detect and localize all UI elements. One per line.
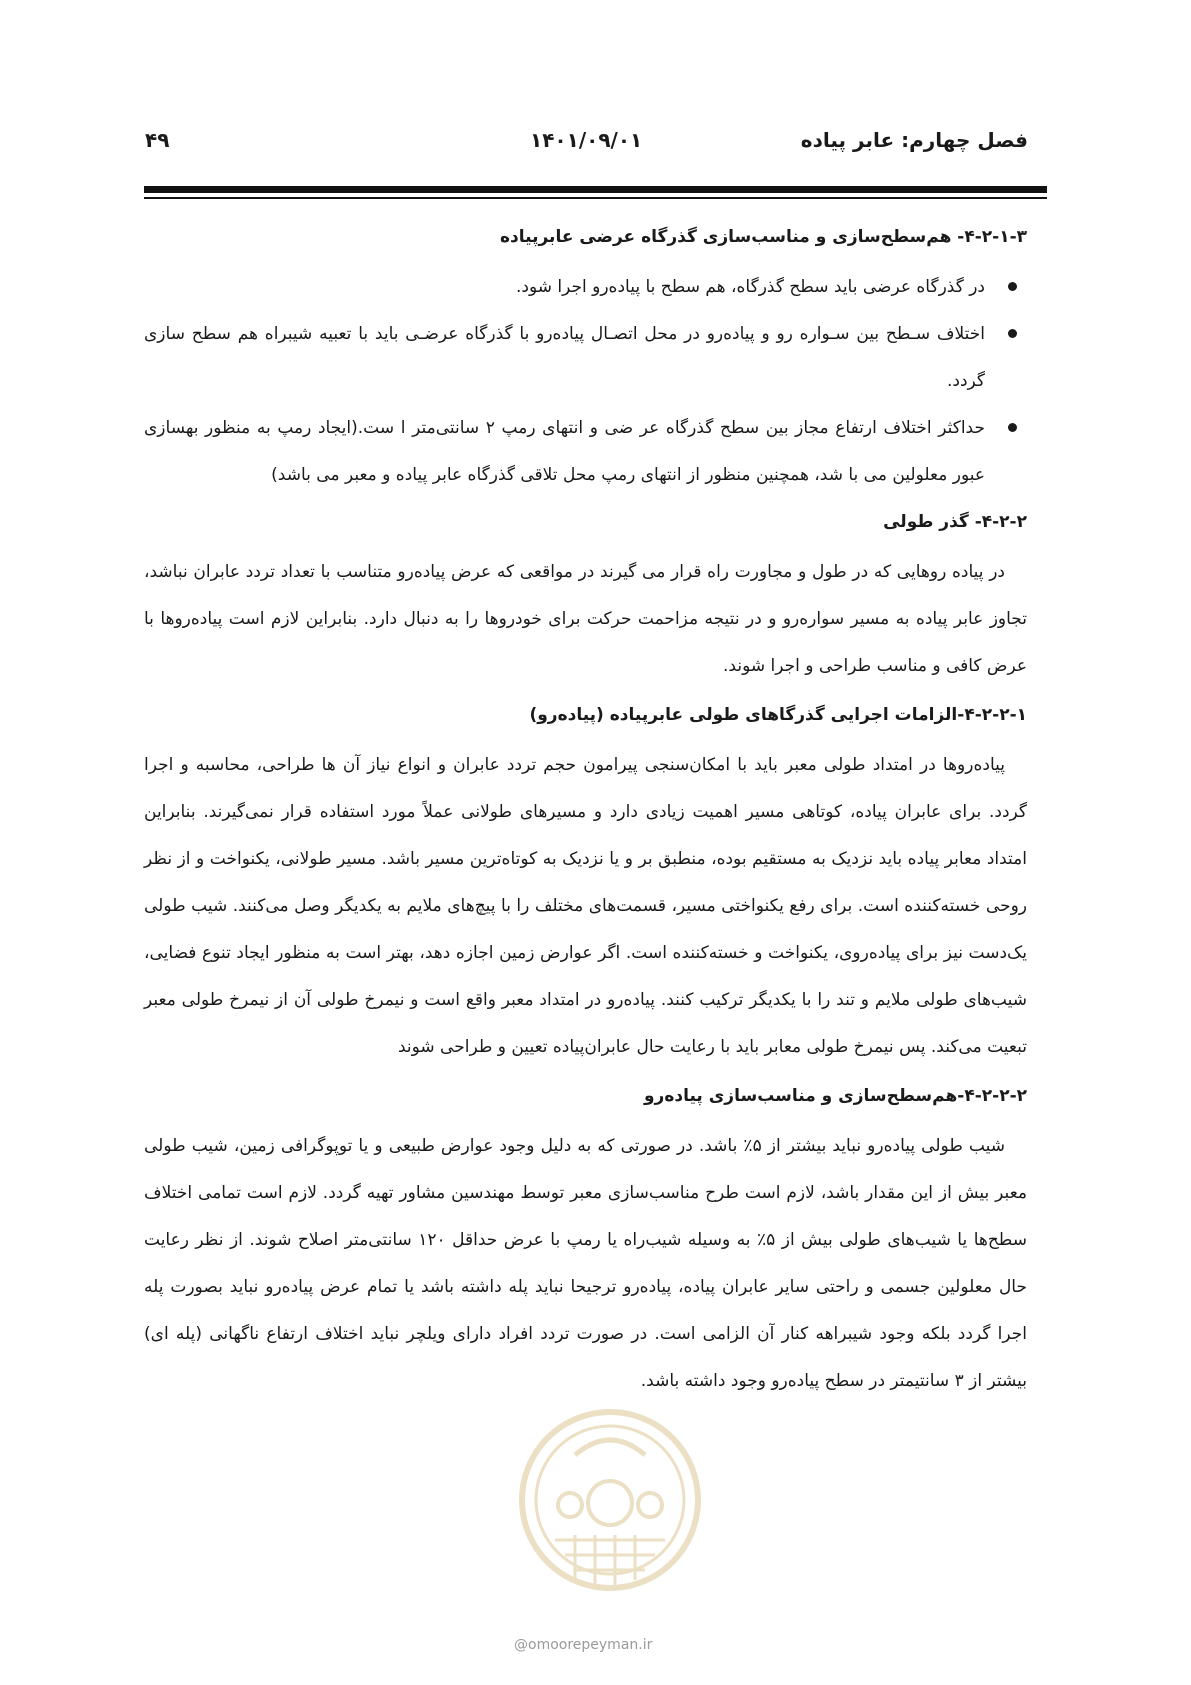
- crosswalk-bullet-list: [144, 264, 1027, 499]
- section-heading-longitudinal: ۴-۲-۲- گذر طولی: [883, 512, 1027, 532]
- header-rule-thick: [144, 186, 1047, 193]
- bullet-item: [144, 405, 1027, 499]
- seal-watermark-icon: [515, 1375, 705, 1625]
- header-date: ۱۴۰۱/۰۹/۰۱: [530, 128, 643, 152]
- section-heading-requirements: ۴-۲-۲-۱-الزامات اجرایی گذرگاهای طولی عابرپیاده (پیاده‌رو): [529, 705, 1027, 725]
- bullet-item: [144, 264, 1027, 311]
- watermark-site-text: @omoorepeyman.ir: [514, 1637, 653, 1653]
- section-heading-sidewalk-leveling: ۴-۲-۲-۲-هم‌سطح‌سازی و مناسب‌سازی پیاده‌رو: [643, 1086, 1027, 1106]
- paragraph-longitudinal: در پیاده روهایی که در طول و مجاورت راه قرار می گیرند در مواقعی که عرض پیاده‌رو متناسب با تعداد تردد عابران نباشد، تجاوز عابر پیاده به مسیر سواره‌رو و در نتیجه مزاحمت حرکت برای خودروها را به دنبال دارد. بنابراین لازم است پیاده‌روها با عرض کافی و مناسب طراحی و اجرا شوند.: [144, 562, 1027, 676]
- page-content: [144, 222, 1027, 1415]
- paragraph-sidewalk-leveling: شیب طولی پیاده‌رو نباید بیشتر از ۵٪ باشد. در صورتی که به دلیل وجود عوارض طبیعی و یا توپوگرافی زمین، شیب طولی معبر بیش از این مقدار باشد، لازم است طرح مناسب‌سازی معبر توسط مهندسین مشاور تهیه گردد. لازم است تمامی اختلاف سطح‌ها یا شیب‌های طولی بیش از ۵٪ به وسیله شیب‌راه یا رمپ با عرض حداقل ۱۲۰ سانتی‌متر اصلاح شوند. از نظر رعایت حال معلولین جسمی و راحتی سایر عابران پیاده، پیاده‌رو ترجیحا نباید پله داشته باشد یا تمام عرض پیاده‌رو نباید بصورت پله اجرا گردد بلکه وجود شیبراهه کنار آن الزامی است. در صورت تردد افراد دارای ویلچر نباید اختلاف ارتفاع ناگهانی (پله ای) بیشتر از ۳ سانتیمتر در سطح پیاده‌رو وجود داشته باشد.: [144, 1136, 1027, 1391]
- section-heading-crosswalk: ۴-۲-۱-۳- هم‌سطح‌سازی و مناسب‌سازی گذرگاه عرضی عابرپیاده: [500, 227, 1027, 247]
- bullet-icon: [1008, 329, 1017, 338]
- paragraph-requirements: پیاده‌روها در امتداد طولی معبر باید با امکان‌سنجی پیرامون حجم تردد عابران و انواع نیاز آن ها طراحی، محاسبه و اجرا گردد. برای عابران پیاده، کوتاهی مسیر اهمیت زیادی دارد و مسیرهای طولانی عملاً مورد استفاده قرار نمی‌گیرند. بنابراین امتداد معابر پیاده باید نزدیک به مستقیم بوده، منطبق بر و یا نزدیک به کوتاه‌ترین مسیر باشد. مسیر طولانی، یکنواخت و از نظر روحی خسته‌کننده است. برای رفع یکنواختی مسیر، قسمت‌های مختلف را با پیچ‌های ملایم به یکدیگر وصل می‌کنند. شیب طولی یک‌دست نیز برای پیاده‌روی، یکنواخت و خسته‌کننده است. اگر عوارض زمین اجازه دهد، بهتر است به منظور ایجاد تنوع فضایی، شیب‌های طولی ملایم و تند را با یکدیگر ترکیب کنند. پیاده‌رو در امتداد معبر واقع است و نیمرخ طولی آن از نیمرخ طولی معبر تبعیت می‌کند. پس نیمرخ طولی معابر باید با رعایت حال عابران‌پیاده تعیین و طراحی شوند: [144, 755, 1027, 1057]
- bullet-item: [144, 311, 1027, 405]
- bullet-text: حداکثر اختلاف ارتفاع مجاز بین سطح گذرگاه عر ضی و انتهای رمپ ۲ سانتی‌متر ا ست.(ایجاد رمپ به منظور بهسازی عبور معلولین می با شد، همچنین منظور از انتهای رمپ محل تلاقی گذرگاه عابر پیاده و معبر می باشد): [144, 418, 985, 485]
- bullet-text: اختلاف سـطح بین سـواره رو و پیاده‌رو در محل اتصـال پیاده‌رو با گذرگاه عرضـی باید با تعبیه شیبراه هم سطح سازی گردد.: [144, 324, 985, 391]
- bullet-text: در گذرگاه عرضی باید سطح گذرگاه، هم سطح با پیاده‌رو اجرا شود.: [515, 277, 985, 297]
- header-rule-thin: [144, 197, 1047, 199]
- bullet-icon: [1008, 282, 1017, 291]
- chapter-title: فصل چهارم: عابر پیاده: [800, 128, 1028, 152]
- page-number: ۴۹: [145, 128, 170, 152]
- bullet-icon: [1008, 423, 1017, 432]
